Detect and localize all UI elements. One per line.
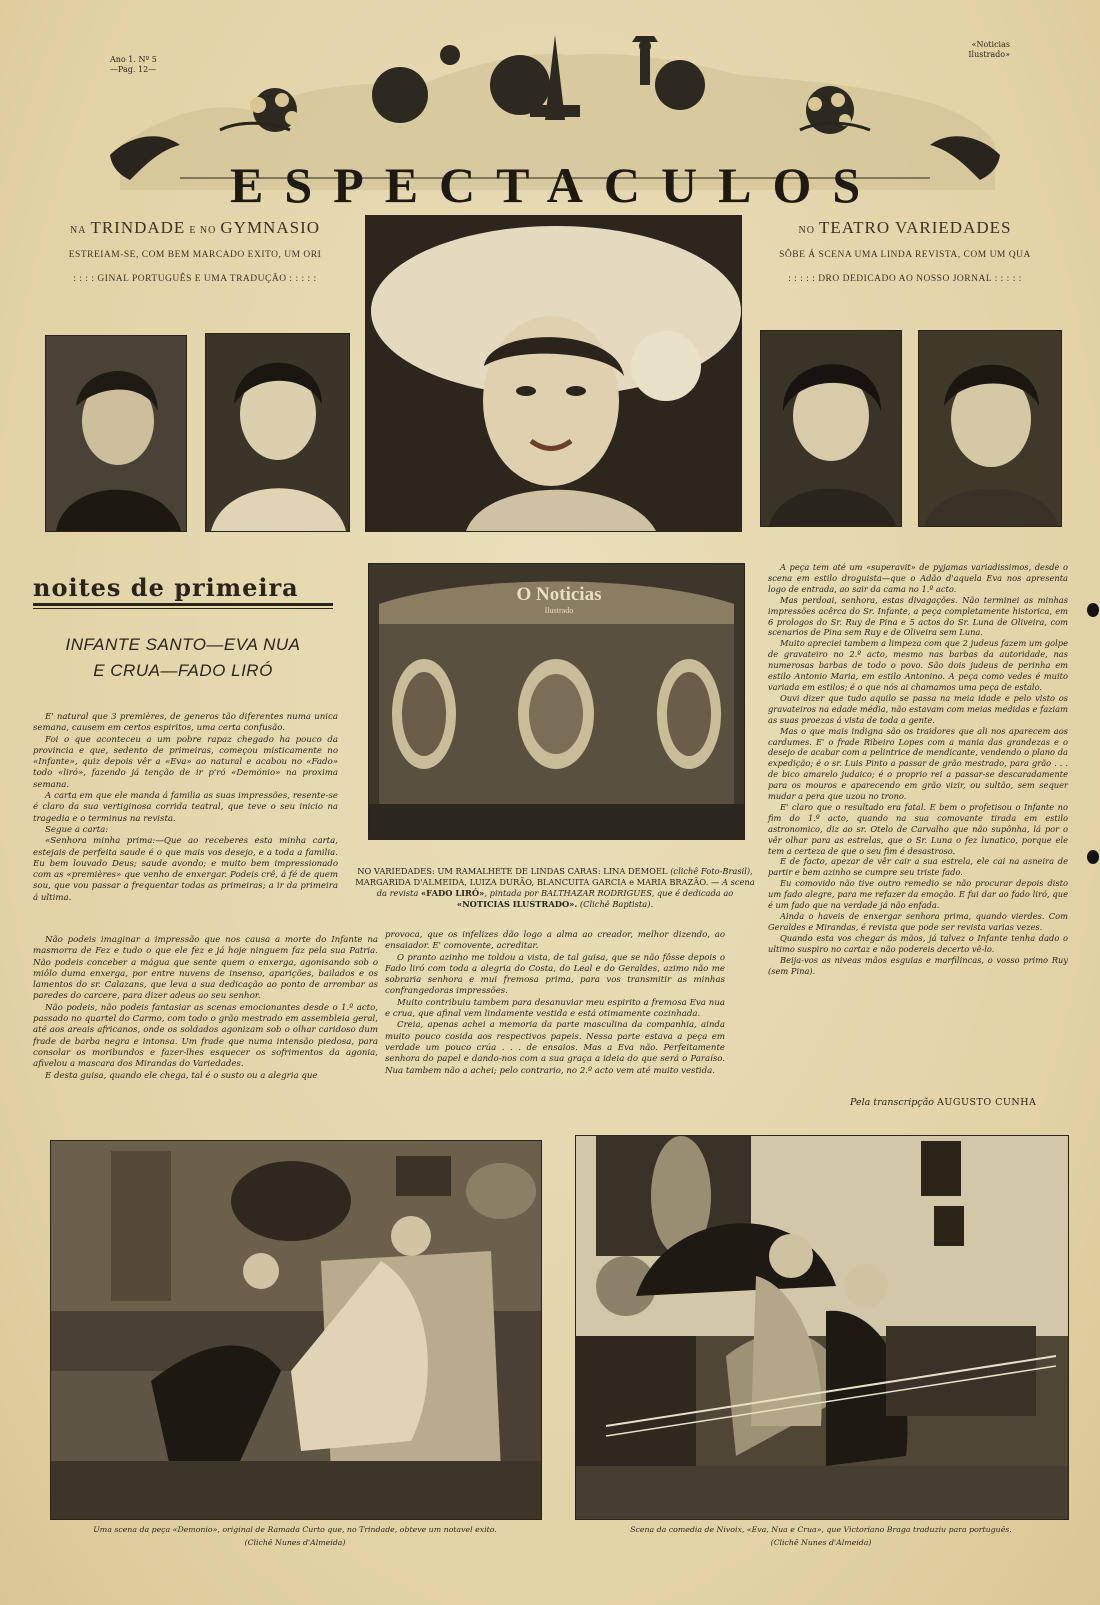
left-kicker-prefix-2: E NO [189,225,217,236]
stage-sign [489,584,629,615]
demonio-caption-credit: (Clichê Nunes d'Almeida) [244,1537,346,1547]
signature-prefix: Pela transcripção [850,1097,935,1108]
demonio-photo-caption [50,1525,540,1548]
stage-scene-photo [368,563,745,840]
paragraph: Segue a carta: [45,824,109,835]
featured-portrait-photo [365,215,742,532]
stage-sign-sub: Ilustrado [544,606,574,615]
caption-journal: «NOTICIAS ILUSTRADO». [456,899,578,909]
left-kicker-name-2: GYMNASIO [220,218,321,237]
portrait-photo [760,330,902,527]
caption-credit-2: (Clichê Baptista). [579,899,654,909]
article-column-1 [33,712,338,904]
eva-nua-photo-caption [575,1525,1067,1548]
paragraph: E desta guisa, quando ele chega, tal é o susto ou a alegria que [45,1070,318,1081]
demonio-scene-photo [50,1140,542,1520]
section-rule [33,603,333,606]
punch-hole [1087,603,1099,617]
portrait-photo [45,335,187,532]
issue-info [110,55,157,75]
caption-names: MARGARIDA D'ALMEIDA, LUIZA DURÃO, BLANCUITA GARCIA e MARIA BRAZÃO. [355,877,709,887]
eva-nua-scene-photo [575,1135,1069,1520]
article-subtitle-line-1: INFANTE SANTO—EVA NUA [65,635,301,654]
right-kicker-line-1: SÔBE Á SCENA UMA LINDA REVISTA, COM UM QUA [779,250,1031,260]
paragraph: Não podeis, não podeis fantasiar as scenas emocionantes desde o 1.º acto, passado no quartel do Carmo, com todo o grão mestrado em assembleia geral, até aos areais africanos, onde os soldados agonizam sob o olhar caridoso dum frade de barba negra e intonsa. Um frade que numa intensão piedosa, para consolar os moribundos e fazer-lhes esquecer os sofrimentos da agonia, afivelou a mascara dos Mirandas do Variedades. [33,1002,378,1070]
left-kicker [45,218,345,284]
caption-scene-2: , pintada por BALTHAZAR RODRIGUES, que é dedicada ao [484,888,734,898]
journal-tag-line-1: «Noticias [971,40,1010,49]
masthead [100,30,1010,213]
paragraph: Ouvi dizer que tudo aquilo se passa na meia idade e pelo visto os gravateiros na edade média, não estavam com meias medidas e faziam as suas proezas á vista de toda a gente. [768,692,1068,725]
article-column-2 [385,930,725,1077]
paragraph: «Senhora minha prima:—Que ao receberes esta minha carta, estejais de perfeita saude é o que mais vos desejo, e a toda a familia. Eu bem louvado Deus; saude avondo; e muito bem impressionado com as «premières» que venho de enxergar. Podeis crê, á fé de quem sou, que vou passar a frequentar todas as primeiras; a ir da primeira á ultima. [33,836,338,903]
right-kicker-prefix: NO [798,225,815,236]
caption-scene-1: — A scena da revista [376,877,755,898]
left-kicker-line-2: : : : : GINAL PORTUGUÊS E UMA TRADUÇÃO : : : : : [73,274,317,284]
paragraph: provoca, que os infelizes dão logo a alma ao creador, melhor dizendo, ao ensaiador. E' comovente, acreditar. [385,930,725,952]
right-kicker [755,218,1055,284]
demonio-caption-text: Uma scena da peça «Demonio», original de Ramada Curto que, no Trindade, obteve um notavel exito. [93,1525,497,1534]
stage-sign-text: O Noticias [516,584,602,605]
paragraph: Mas o que mais indigna são os traidores que ali nos aparecem aos cardumes. E' o frade Ribeiro Lopes com a mania das grandezas e o desejo de acabar com a pelintrice de mendicante, vendendo o plano da expedição; é o sr. Luis Pinto a passar de grão mestrado, para grão . . . de bico amarelo judaico; é o proprio rei a passar-se descaradamente para os mouros e aparecendo em grão vizir, ou sultão, sem sequer mudar a pera que uzou no trono. [768,725,1068,802]
signature-name: AUGUSTO CUNHA [937,1097,1037,1108]
paragraph: Mas perdoai, senhora, estas divagações. Não terminei as minhas impressões acêrca do Sr. Infante, a peça completamente historica, em 6 prologos do Sr. Ruy de Pina e 5 actos do Sr. Luna de Oliveira, com scenarios de Pina sem Ruy e de Oliveira sem Luna. [768,594,1068,638]
eva-nua-caption-text: Scena da comedia de Nivoix, «Eva, Nua e Crua», que Victoriano Braga traduziu para português. [630,1525,1012,1534]
portrait-photo [918,330,1062,527]
paragraph: O pranto azinho me toldou a vista, de tal guisa, que se não fôsse depois o Fado liró com toda a alegria do Costa, do Leal e do Geraldes, azimo não me sobraria senhora e mui fremosa prima, para vos transmitir as minhas confrangedoras impressões. [385,952,725,997]
paragraph: Muito contribuiu tambem para desanuviar meu espirito a fremosa Eva nua e crua, que afinal vem lindamente vestida e está otimamente cozinhada. [385,997,725,1020]
right-kicker-name: TEATRO VARIEDADES [818,218,1012,237]
section-rule-thin [33,608,333,609]
left-kicker-prefix-1: NA [69,225,87,236]
page-title: ESPECTACULOS [230,157,882,213]
portrait-photo [205,333,350,532]
paragraph: E de facto, apezar de vêr cair a sua estrela, ele cai na asneira de partir e bem azinho se cumpre seu triste fado. [768,856,1068,878]
punch-hole [1087,850,1099,864]
caption-credit-1: (clichê Foto-Brasil), [670,866,753,876]
paragraph: E' claro que o resultado era fatal. E bem o profetisou o Infante no fim do 1.º acto, quando na sua comovante tirada em estilo astronomico, diz ao sr. Otelo de Carvalho que não supônha, lá por o vêr olhar para as estrelas, que o Sr. Luna o fez lunatico, porque ele tem a certeza de que o seu fim é desastroso. [768,801,1068,856]
section-title: noites de primeira [33,573,299,602]
caption-lead: NO VARIEDADES: UM RAMALHETE DE LINDAS CARAS: LINA DEMOEL [357,866,668,876]
paragraph: Beija-vos as niveas mãos esguias e marfilincas, o vosso primo Ruy (sem Pina). [768,954,1068,976]
article-column-3 [768,562,1068,976]
left-kicker-name-1: TRINDADE [90,218,186,237]
paragraph: Foi o que aconteceu a um pobre rapaz chegado ha pouco da provincia e que, sedento de primeiras, começou misticamente no «Infante», quiz depois vêr a «Eva» ao natural e acabou no «Fado» todo «liró», fazendo já tenção de ir p'ró «Demónio» na proxima semana. [33,734,338,790]
journal-tag [968,40,1010,60]
article-subtitle [33,632,333,684]
article-column-1-continued [33,935,378,1082]
paragraph: Ainda o haveis de enxergar senhora prima, quando vierdes. Com Geraldes e Mirandas, é revista que pode ser revista varias vezes. [768,911,1068,932]
paragraph: Muito apreciei tambem a limpeza com que 2 judeus fazem um golpe de gravateiro no 2.º acto, mesmo nas barbas da autoridade, nas numerosas barbas de todo o povo. São dois judeus de perinha em estilo Antonio Maria, em estilo Antonino. A peça como vedes é muito variada em estilos; é o que nós ai chamamos uma peça de estalo. [768,638,1068,692]
paragraph: A carta em que ele manda á familia as suas impressões, resente-se é claro da sua vertiginosa corrida teatral, que teve o seu inicio na tragedia e o terminus na revista. [33,791,338,824]
right-kicker-line-2: : : : : : DRO DEDICADO AO NOSSO JORNAL : : : : : [788,274,1022,284]
paragraph: Quando esta vos chegar ás mãos, já talvez o Infante tenha dado o ultimo suspiro no cartaz e não podereis decerto vê-lo. [768,932,1068,954]
issue-number: Ano 1. Nº 5 [110,55,157,64]
page-number: —Pag. 12— [110,65,157,74]
stage-photo-caption [355,866,755,910]
paragraph: Eu comovido não tive outro remedio se não procurar depois disto um fado alegre, para me refazer da emoção. E fui dar ao fado liró, que é um fado que na verdade já não enfada. [768,878,1068,911]
paragraph: A peça tem até um «superavit» de pyjamas variadissimos, desde o scena em estilo droguista—que o Adão d'aquela Eva nos apresenta logo de entrada, ao sair da cama no 1.º acto. [768,562,1068,594]
paragraph: Creia, apenas achei a memoria da parte masculina da companhia, ainda muito pouco cosida aos respectivos papeis. Nessa parte estava a peça em verdade um pouco crúa . . . de ensaios. Mas a Eva não. Perfeitamente senhora do papel e dando-nos com a sua graça a ideia do que será o Paraíso. Nua tambem não a achei; pelo contrario, no 2.º acto vem até muito vestida. [385,1020,725,1076]
article-signature [850,1097,1080,1108]
journal-tag-line-2: Ilustrado» [968,50,1010,59]
paragraph: E' natural que 3 premières, de generos tão diferentes numa unica semana, causem em certos espiritos, uma certa confusão. [33,712,338,734]
left-kicker-line-1: ESTREIAM-SE, COM BEM MARCADO EXITO, UM ORI [68,250,322,260]
caption-scene-title: «FADO LIRÓ» [420,888,485,898]
article-subtitle-line-2: E CRUA—FADO LIRÓ [93,661,273,680]
eva-nua-caption-credit: (Clichê Nunes d'Almeida) [770,1537,872,1547]
paragraph: Não podeis imaginar a impressão que nos causa a morte do Infante na masmorra de Fez e tudo o que ele fez e já hoje ninguem faz pela sua Patria. Não podeis conceber a mágua que sente quem o enxerga, agonisando sob o miôlo duma enxerga, por entre nuvens de insenso, aparições, bailados e os lamentos do sr. Calazans, que leva a sua dedicação ao ponto de arrombar as paredes do carcere, para dizer adeus ao seu senhor. [33,935,378,1002]
